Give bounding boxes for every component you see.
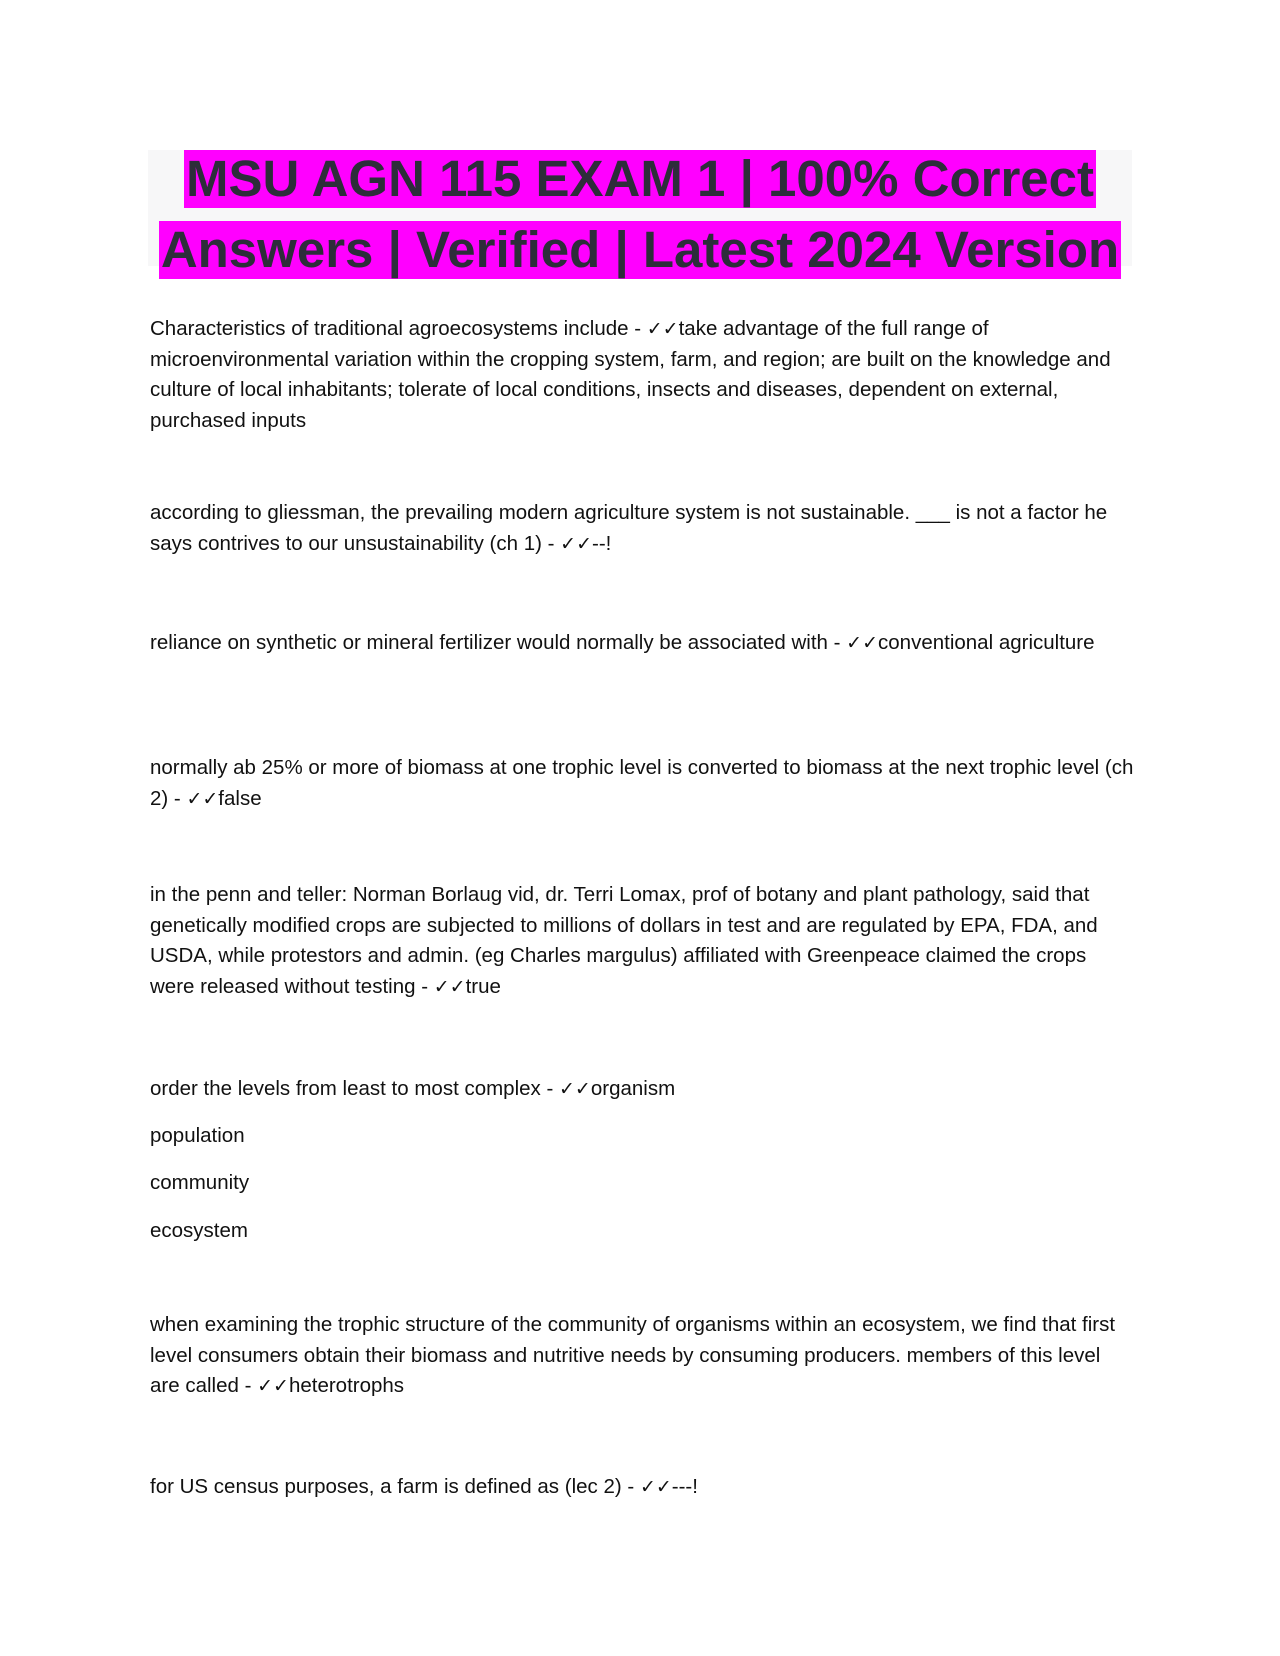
double-check-icon: ✓✓ — [559, 1078, 591, 1100]
double-check-icon: ✓✓ — [846, 632, 879, 654]
qa-item — [150, 1074, 1135, 1105]
answer-text: true — [465, 974, 501, 998]
qa-item — [150, 880, 1135, 1002]
double-check-icon: ✓✓ — [257, 1375, 289, 1397]
qa-item — [150, 628, 1135, 659]
answer-continuation: ecosystem — [150, 1219, 248, 1242]
qa-item — [150, 1310, 1135, 1402]
double-check-icon: ✓✓ — [560, 532, 593, 555]
question-text: for US census purposes, a farm is defined as (lec 2) - — [150, 1475, 640, 1498]
question-text: Characteristics of traditional agroecosystems include - — [150, 317, 647, 340]
double-check-icon: ✓✓ — [433, 975, 466, 998]
double-check-icon: ✓✓ — [646, 318, 679, 340]
document-title — [148, 150, 1132, 278]
double-check-icon: ✓✓ — [639, 1476, 672, 1498]
answer-text: heterotrophs — [288, 1374, 405, 1397]
answer-text: organism — [590, 1077, 676, 1100]
answer-continuation: community — [150, 1171, 250, 1194]
question-text: reliance on synthetic or mineral fertilizer would normally be associated with - — [150, 631, 847, 654]
qa-item — [150, 498, 1135, 559]
question-text: normally ab 25% or more of biomass at one trophic level is converted to biomass at the next trophic level (ch 2) - — [150, 756, 1134, 810]
qa-item — [150, 1472, 1135, 1503]
title-line-1: MSU AGN 115 EXAM 1 | 100% Correct — [185, 150, 1095, 207]
double-check-icon: ✓✓ — [186, 787, 219, 810]
question-text: order the levels from least to most complex - — [150, 1077, 560, 1100]
answer-text: ---! — [671, 1475, 698, 1498]
qa-item — [150, 314, 1135, 436]
answer-continuation: population — [150, 1124, 245, 1147]
answer-text: take advantage of the full range of microenvironmental variation within the cropping system, farm, and region; are built on the knowledge and culture of local inhabitants; tolerate of local conditions, insects and diseases, dependent on external, purchased inputs — [150, 317, 1111, 432]
question-text: according to gliessman, the prevailing modern agriculture system is not sustainable. ___ is not a factor he says contrives to our unsustainability (ch 1) - — [150, 501, 1108, 555]
question-text: when examining the trophic structure of the community of organisms within an ecosystem, we find that first level consumers obtain their biomass and nutritive needs by consuming producers. members of this level are called - — [150, 1313, 1116, 1397]
answer-text: --! — [592, 531, 612, 555]
answer-text: conventional agriculture — [878, 631, 1095, 654]
question-text: in the penn and teller: Norman Borlaug vid, dr. Terri Lomax, prof of botany and plant pathology, said that genetically modified crops are subjected to millions of dollars in test and are regulated by EPA, FDA, and USDA, while protestors and admin. (eg Charles margulus) affiliated with Greenpeace claimed the crops were released without testing - — [150, 883, 1098, 998]
title-line-2: Answers | Verified | Latest 2024 Version — [160, 221, 1120, 278]
qa-item — [150, 753, 1135, 814]
answer-text: false — [218, 786, 262, 810]
